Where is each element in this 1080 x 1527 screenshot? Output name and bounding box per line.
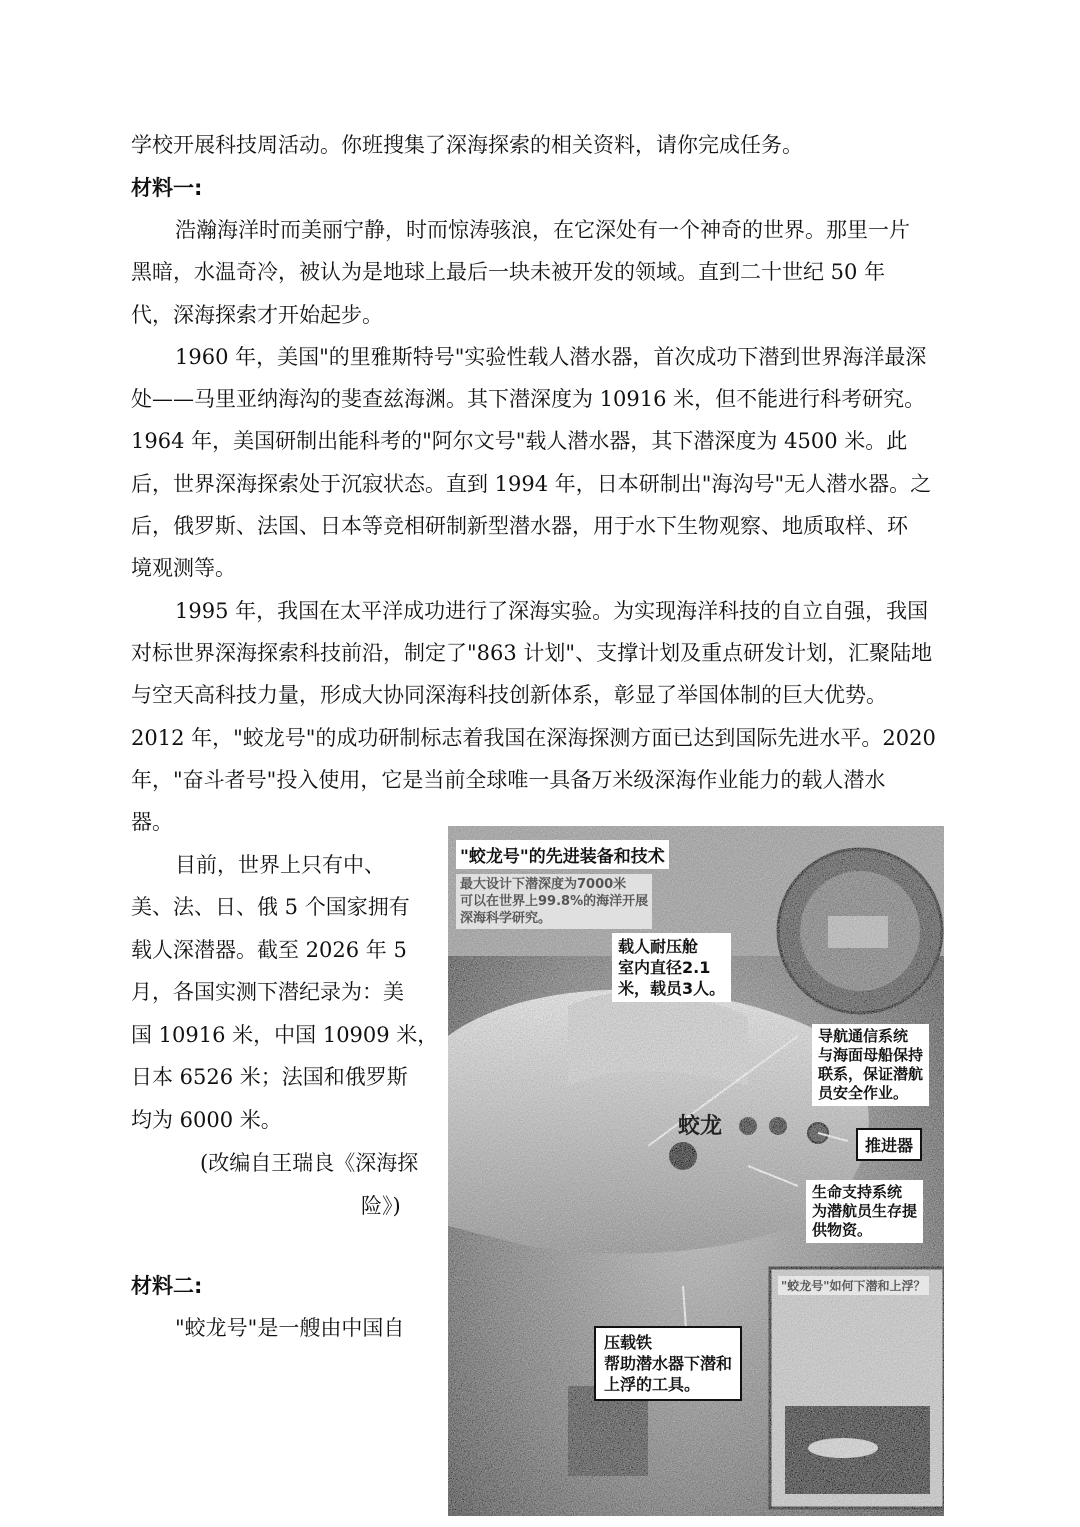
nav-label-line: 导航通信系统 [818, 1027, 909, 1045]
para1-line: 代，深海探索才开始起步。 [131, 303, 383, 327]
para3-line: 1995 年，我国在太平洋成功进行了深海实验。为实现海洋科技的自立自强，我国 [175, 599, 929, 623]
cabin-label-line: 室内直径2.1 [618, 958, 711, 977]
para2-line: 境观测等。 [131, 556, 236, 580]
para3-line: 对标世界深海探索科技前沿，制定了"863 计划"、支撑计划及重点研发计划，汇聚陆地 [131, 641, 933, 665]
para4-line: 月，各国实测下潜纪录为：美 [131, 980, 404, 1004]
life-support-label [806, 1180, 923, 1243]
para2-line: 后，俄罗斯、法国、日本等竞相研制新型潜水器，用于水下生物观察、地质取样、环 [131, 514, 908, 538]
nav-label-line: 联系，保证潜航 [818, 1065, 924, 1083]
life-support-line: 供物资。 [812, 1221, 873, 1239]
jiaolong-figure [448, 826, 944, 1516]
life-support-line: 为潜航员生存提 [812, 1202, 918, 1220]
cabin-label-line: 载人耐压舱 [618, 937, 699, 956]
material2-text: "蛟龙号"是一艘由中国自 [175, 1316, 405, 1340]
para1-line: 黑暗，水温奇冷，被认为是地球上最后一块未被开发的领域。直到二十世纪 50 年 [131, 260, 886, 284]
cabin-label-line: 米，载员3人。 [618, 979, 726, 998]
para3-line: 年，"奋斗者号"投入使用，它是当前全球唯一具备万米级深海作业能力的载人潜水 [131, 768, 886, 792]
para2-line: 后，世界深海探索处于沉寂状态。直到 1994 年，日本研制出"海沟号"无人潜水器。之 [131, 472, 932, 496]
ballast-label-line: 上浮的工具。 [604, 1375, 701, 1394]
figure-intro-line: 可以在世界上99.8%的海洋开展 [460, 894, 649, 909]
ballast-label [594, 1326, 742, 1401]
para1-line: 浩瀚海洋时而美丽宁静，时而惊涛骇浪，在它深处有一个神奇的世界。那里一片 [175, 218, 910, 242]
source-citation: 险》) [361, 1194, 401, 1218]
ballast-label-line: 帮助潜水器下潜和 [604, 1354, 733, 1373]
para3-line: 与空天高科技力量，形成大协同深海科技创新体系，彰显了举国体制的巨大优势。 [131, 683, 887, 707]
hull-lettering: 蛟龙 [678, 1113, 723, 1139]
ballast-label-line: 压载铁 [604, 1333, 653, 1352]
nav-label-line: 与海面母船保持 [818, 1046, 924, 1064]
thruster-label: 推进器 [856, 1128, 922, 1161]
life-support-line: 生命支持系统 [812, 1183, 903, 1201]
para4-line: 目前，世界上只有中、 [175, 853, 385, 877]
nav-label-line: 员安全作业。 [818, 1084, 909, 1102]
nav-label [812, 1024, 929, 1106]
para4-line: 国 10916 米，中国 10909 米， [131, 1023, 439, 1047]
dive-inset-title: "蛟龙号"如何下潜和上浮？ [778, 1276, 929, 1295]
cabin-label [612, 933, 731, 1002]
figure-title: "蛟龙号"的先进装备和技术 [456, 840, 669, 869]
para4-line: 载人深潜器。截至 2026 年 5 [131, 938, 407, 962]
para3-line: 2012 年，"蛟龙号"的成功研制标志着我国在深海探测方面已达到国际先进水平。2020 [131, 726, 936, 750]
para4-line: 日本 6526 米；法国和俄罗斯 [131, 1065, 408, 1089]
para2-line: 处——马里亚纳海沟的斐查兹海渊。其下潜深度为 10916 米，但不能进行科考研究。 [131, 387, 926, 411]
figure-intro-line: 深海科学研究。 [460, 911, 552, 926]
figure-intro [456, 874, 652, 929]
para4-line: 均为 6000 米。 [131, 1108, 282, 1132]
para2-line: 1960 年，美国"的里雅斯特号"实验性载人潜水器，首次成功下潜到世界海洋最深 [175, 345, 927, 369]
material1-heading: 材料一: [131, 176, 203, 200]
intro-text: 学校开展科技周活动。你班搜集了深海探索的相关资料，请你完成任务。 [131, 133, 803, 157]
figure-intro-line: 最大设计下潜深度为7000米 [460, 877, 627, 892]
figure-illustration [448, 826, 944, 1516]
para4-line: 美、法、日、俄 5 个国家拥有 [131, 895, 410, 919]
material2-heading: 材料二: [131, 1274, 203, 1298]
source-citation: (改编自王瑞良《深海探 [200, 1151, 419, 1175]
halftone-overlay [448, 826, 944, 1516]
para2-line: 1964 年，美国研制出能科考的"阿尔文号"载人潜水器，其下潜深度为 4500 米。此 [131, 429, 908, 453]
para3-line: 器。 [131, 810, 173, 834]
